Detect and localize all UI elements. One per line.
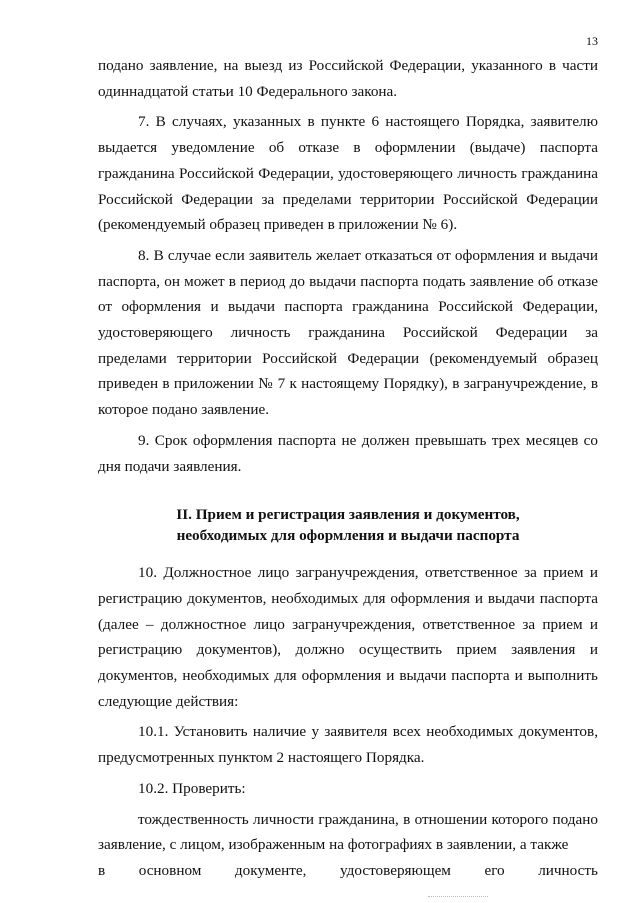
last-line-word: удостоверяющем: [340, 861, 451, 879]
last-line-word: личность: [538, 861, 598, 879]
section-heading-line-1: II. Прием и регистрация заявления и документов,: [176, 506, 520, 524]
last-line-word: документе,: [234, 861, 307, 879]
paragraph-identity: тождественность личности гражданина, в отношении которого подано заявление, с лицом, изображенным на фотографиях в заявлении, а также: [98, 810, 598, 854]
section-heading: [98, 504, 598, 546]
scan-artifact: [428, 896, 488, 898]
paragraph-10-1: 10.1. Установить наличие у заявителя всех необходимых документов, предусмотренных пунктом 2 настоящего Порядка.: [98, 723, 598, 767]
section-heading-line-2: необходимых для оформления и выдачи паспорта: [176, 527, 520, 545]
paragraph-10: 10. Должностное лицо загранучреждения, ответственное за прием и регистрацию документов, необходимых для оформления и выдачи паспорта (далее – должностное лицо загранучреждения, ответственное за прием и регистрацию документов), должно осуществить прием заявления и документов, необходимых для оформления и выдачи паспорта и выполнить следующие действия:: [98, 564, 598, 710]
paragraph-10-2: 10.2. Проверить:: [138, 779, 246, 797]
last-line-word: его: [484, 861, 505, 879]
paragraph-9: 9. Срок оформления паспорта не должен превышать трех месяцев со дня подачи заявления.: [98, 431, 598, 475]
paragraph-7: 7. В случаях, указанных в пункте 6 настоящего Порядка, заявителю выдается уведомление об отказе в оформлении (выдаче) паспорта гражданина Российской Федерации, удостоверяющего личность гражданина Российской Федерации за пределами территории Российской Федерации (рекомендуемый образец приведен в приложении № 6).: [98, 113, 598, 234]
paragraph-8: 8. В случае если заявитель желает отказаться от оформления и выдачи паспорта, он может в период до выдачи паспорта подать заявление об отказе от оформления и выдачи паспорта гражданина Российской Федерации, удостоверяющего личность гражданина Российской Федерации за пределами территории Российской Федерации (рекомендуемый образец приведен в приложении № 7 к настоящему Порядку), в загранучреждение, в которое подано заявление.: [98, 246, 598, 419]
page-number: 13: [586, 34, 598, 48]
document-body: [98, 53, 598, 884]
last-line-word: основном: [138, 861, 202, 879]
last-line-word: в: [98, 861, 106, 879]
paragraph-continuation: подано заявление, на выезд из Российской Федерации, указанного в части одиннадцатой статьи 10 Федерального закона.: [98, 57, 598, 100]
last-line: [98, 858, 598, 884]
